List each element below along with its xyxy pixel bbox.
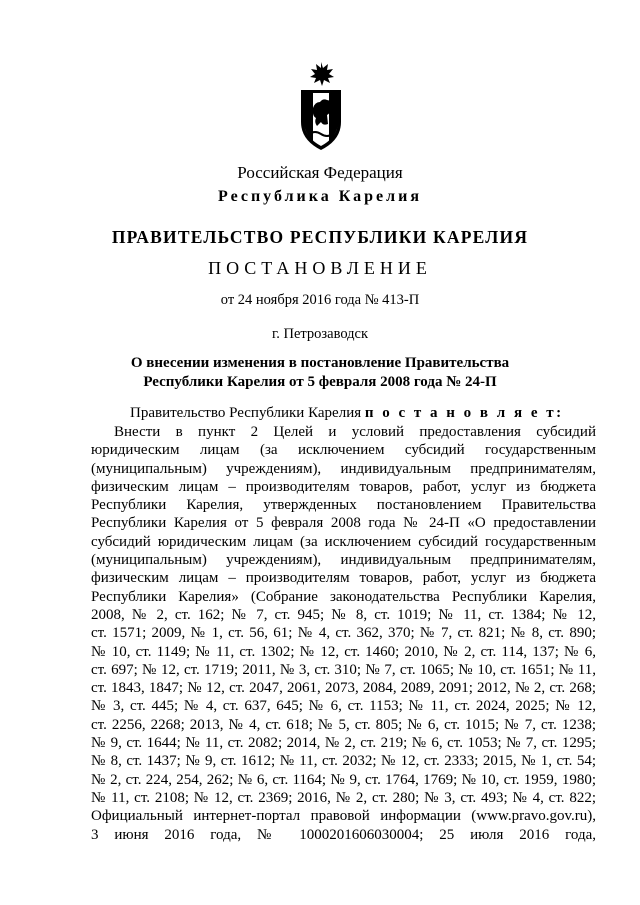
document-type: ПОСТАНОВЛЕНИЕ	[208, 258, 432, 278]
subject-line: О внесении изменения в постановление Правительства	[130, 355, 510, 371]
preamble	[130, 405, 564, 422]
subject-line: Республики Карелия от 5 февраля 2008 года № 24-П	[143, 374, 497, 390]
body-line: Республики Карелия, утвержденных постановлением Правительства	[91, 497, 596, 514]
country-name: Российская Федерация	[237, 163, 403, 182]
body-line: ст. 697; № 12, ст. 1719; 2011, № 3, ст. 310; № 7, ст. 1065; № 10, ст. 1651; № 11,	[91, 661, 596, 678]
body-line: субсидий юридическим лицам (за исключением субсидий государственным	[91, 533, 596, 550]
republic-name: Республика Карелия	[218, 188, 422, 205]
body-line: физическим лицам – производителям товаров, работ, услуг из бюджета	[91, 478, 596, 495]
body-line: (муниципальным) учреждениям), индивидуальным предпринимателям,	[91, 552, 596, 569]
body-line: Официальный интернет-портал правовой информации (www.pravo.gov.ru),	[91, 808, 596, 825]
karelia-coat-of-arms-icon	[293, 60, 349, 152]
document-date-number: от 24 ноября 2016 года № 413-П	[220, 292, 420, 308]
body-line: 3 июня 2016 года, № 1000201606030004; 25 июля 2016 года,	[91, 826, 596, 843]
preamble-text: Правительство Республики Карелия	[130, 405, 362, 421]
body-line: Республики Карелия» (Собрание законодательства Республики Карелия,	[91, 588, 596, 605]
body-line: № 2, ст. 224, 254, 262; № 6, ст. 1164; № 9, ст. 1764, 1769; № 10, ст. 1959, 1980;	[91, 771, 596, 788]
document-subject	[0, 354, 640, 392]
body-line: № 11, ст. 2108; № 12, ст. 2369; 2016, № 2, ст. 280; № 3, ст. 493; № 4, ст. 822;	[91, 789, 596, 806]
body-line: № 3, ст. 445; № 4, ст. 637, 645; № 6, ст. 1153; № 11, ст. 2024, 2025; № 12,	[91, 698, 596, 715]
body-line: № 10, ст. 1149; № 11, ст. 1302; № 12, ст. 1460; 2010, № 2, ст. 114, 137; № 6,	[91, 643, 596, 660]
body-line: Внести в пункт 2 Целей и условий предоставления субсидий	[114, 424, 596, 440]
body-line: 2008, № 2, ст. 162; № 7, ст. 945; № 8, ст. 1019; № 11, ст. 1384; № 12,	[91, 606, 596, 623]
body-line: (муниципальным) учреждениям), индивидуальным предпринимателям,	[91, 460, 596, 477]
government-title: ПРАВИТЕЛЬСТВО РЕСПУБЛИКИ КАРЕЛИЯ	[111, 227, 529, 247]
body-line: юридическим лицам (за исключением субсидий государственным	[91, 442, 596, 459]
body-paragraph	[91, 423, 596, 844]
body-line: ст. 2256, 2268; 2013, № 4, ст. 618; № 5, ст. 805; № 6, ст. 1015; № 7, ст. 1238;	[91, 716, 596, 733]
body-line: ст. 1571; 2009, № 1, ст. 56, 61; № 4, ст. 362, 370; № 7, ст. 821; № 8, ст. 890;	[91, 625, 596, 642]
body-line: физическим лицам – производителям товаров, работ, услуг из бюджета	[91, 570, 596, 587]
document-city: г. Петрозаводск	[271, 326, 369, 342]
body-line: № 9, ст. 1644; № 11, ст. 2082; 2014, № 2, ст. 219; № 6, ст. 1053; № 7, ст. 1295;	[91, 735, 596, 752]
body-line: № 8, ст. 1437; № 9, ст. 1612; № 11, ст. 2032; № 12, ст. 2333; 2015, № 1, ст. 54;	[91, 753, 596, 770]
preamble-emphasis: п о с т а н о в л я е т:	[364, 405, 564, 421]
body-line: ст. 1843, 1847; № 12, ст. 2047, 2061, 2073, 2084, 2089, 2091; 2012, № 2, ст. 268;	[91, 680, 596, 697]
body-line: Республики Карелия от 5 февраля 2008 года № 24-П «О предоставлении	[91, 515, 596, 532]
